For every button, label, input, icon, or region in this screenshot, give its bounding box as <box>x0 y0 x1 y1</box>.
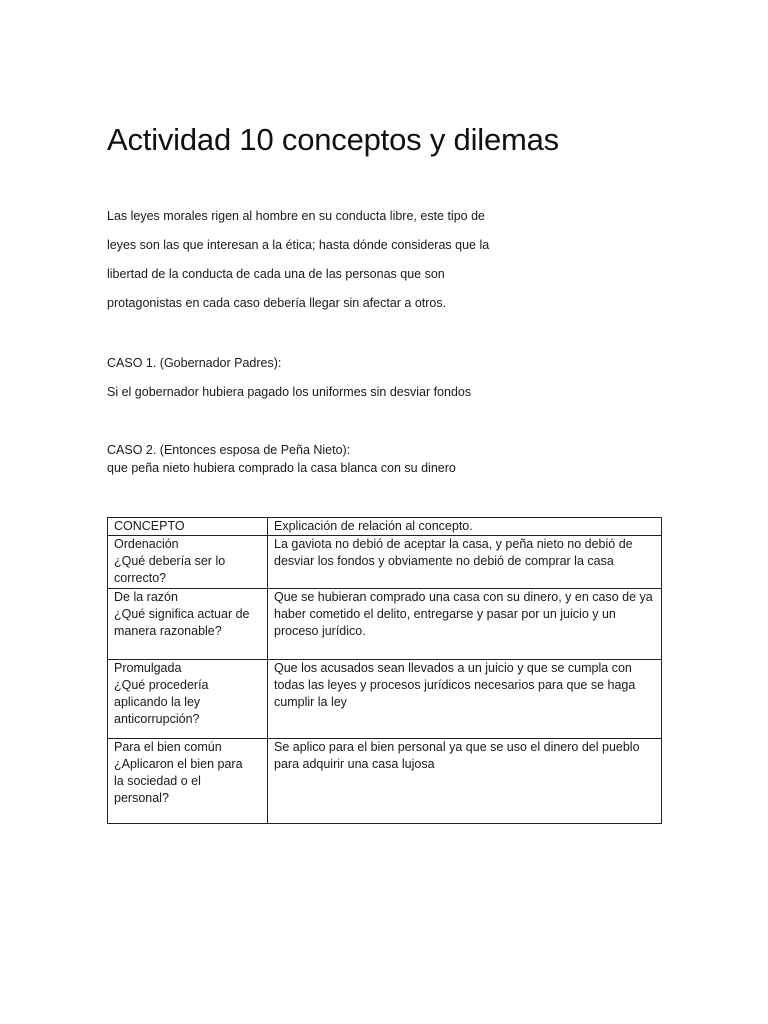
concept-line: Para el bien común <box>114 740 222 754</box>
case2-text: que peña nieto hubiera comprado la casa blanca con su dinero <box>107 461 456 475</box>
table-row <box>108 589 662 660</box>
concept-line: aplicando la ley <box>114 695 201 709</box>
concept-line: manera razonable? <box>114 624 222 638</box>
header-concept: CONCEPTO <box>108 518 268 536</box>
concept-line: Ordenación <box>114 537 179 551</box>
explanation-line: Que los acusados sean llevados a un juicio y que se cumpla con <box>274 661 632 675</box>
document-title: Actividad 10 conceptos y dilemas <box>107 122 559 157</box>
intro-paragraph <box>107 207 507 323</box>
table-row <box>108 739 662 824</box>
intro-line: protagonistas en cada caso debería llegar sin afectar a otros. <box>107 296 447 310</box>
concept-line: ¿Aplicaron el bien para <box>114 757 243 771</box>
explanation-line: Que se hubieran comprado una casa con su dinero, y en caso de ya <box>274 590 653 604</box>
explanation-cell <box>268 739 662 824</box>
intro-line: leyes son las que interesan a la ética; hasta dónde consideras que la <box>107 238 490 252</box>
concepts-table <box>107 517 662 824</box>
explanation-line: haber cometido el delito, entregarse y pasar por un juicio y un <box>274 607 616 621</box>
explanation-line: cumplir la ley <box>274 695 347 709</box>
header-explanation: Explicación de relación al concepto. <box>268 518 662 536</box>
concept-line: De la razón <box>114 590 178 604</box>
concept-line: ¿Qué procedería <box>114 678 209 692</box>
explanation-line: La gaviota no debió de aceptar la casa, y peña nieto no debió de <box>274 537 633 551</box>
explanation-line: todas las leyes y procesos jurídicos necesarios para que se haga <box>274 678 636 692</box>
explanation-line: desviar los fondos y obviamente no debió de comprar la casa <box>274 554 614 568</box>
explanation-line: Se aplico para el bien personal ya que se uso el dinero del pueblo <box>274 740 640 754</box>
case1-title: CASO 1. (Gobernador Padres): <box>107 356 282 370</box>
explanation-line: proceso jurídico. <box>274 624 366 638</box>
table-row <box>108 660 662 739</box>
explanation-cell <box>268 536 662 589</box>
intro-line: Las leyes morales rigen al hombre en su conducta libre, este tipo de <box>107 209 485 223</box>
table-header-row <box>108 518 662 536</box>
explanation-line: para adquirir una casa lujosa <box>274 757 435 771</box>
concept-line: ¿Qué debería ser lo <box>114 554 226 568</box>
concept-cell <box>108 739 268 824</box>
concept-line: la sociedad o el <box>114 774 201 788</box>
concept-cell <box>108 589 268 660</box>
concept-line: Promulgada <box>114 661 182 675</box>
concept-cell <box>108 660 268 739</box>
case1-text: Si el gobernador hubiera pagado los uniformes sin desviar fondos <box>107 385 472 399</box>
concept-line: anticorrupción? <box>114 712 200 726</box>
table-row <box>108 536 662 589</box>
intro-line: libertad de la conducta de cada una de las personas que son <box>107 267 445 281</box>
explanation-cell <box>268 660 662 739</box>
concept-line: personal? <box>114 791 169 805</box>
concept-cell <box>108 536 268 589</box>
explanation-cell <box>268 589 662 660</box>
concept-line: ¿Qué significa actuar de <box>114 607 250 621</box>
case2-title: CASO 2. (Entonces esposa de Peña Nieto): <box>107 443 351 457</box>
concept-line: correcto? <box>114 571 167 585</box>
